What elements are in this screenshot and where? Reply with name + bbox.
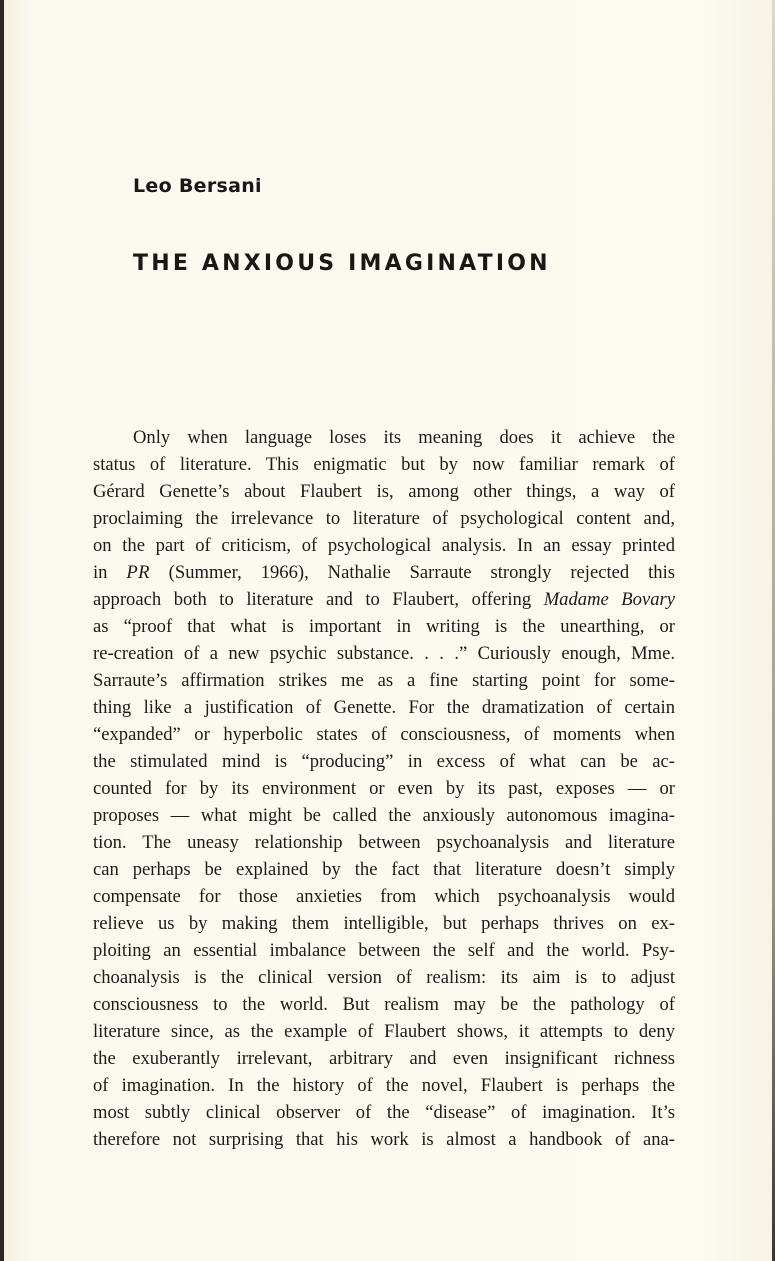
text-line: status of literature. This enigmatic but by now familiar remark of: [93, 454, 675, 475]
text-line: Only when language loses its meaning does it achieve the: [133, 427, 675, 448]
text-line: literature since, as the example of Flaubert shows, it attempts to deny: [93, 1021, 675, 1042]
text-line: “expanded” or hyperbolic states of consciousness, of moments when: [93, 724, 675, 745]
text-line: compensate for those anxieties from which psychoanalysis would: [93, 886, 675, 907]
italic-title: PR: [126, 562, 150, 583]
page-left-edge: [0, 0, 4, 1261]
text-line: as “proof that what is important in writing is the unearthing, or: [93, 616, 675, 637]
text-line: in PR (Summer, 1966), Nathalie Sarraute strongly rejected this: [93, 562, 675, 583]
text-line: relieve us by making them intelligible, but perhaps thrives on ex-: [93, 913, 675, 934]
text-line: proclaiming the irrelevance to literature of psychological content and,: [93, 508, 675, 529]
text-line: counted for by its environment or even by its past, exposes — or: [93, 778, 675, 799]
text-line: the stimulated mind is “producing” in excess of what can be ac-: [93, 751, 675, 772]
text-line: consciousness to the world. But realism may be the pathology of: [93, 994, 675, 1015]
text-line: Gérard Genette’s about Flaubert is, among other things, a way of: [93, 481, 675, 502]
text-line: of imagination. In the history of the novel, Flaubert is perhaps the: [93, 1075, 675, 1096]
body-paragraph: [93, 424, 675, 1153]
text-line: ploiting an essential imbalance between the self and the world. Psy-: [93, 940, 675, 961]
text-line: the exuberantly irrelevant, arbitrary and even insignificant richness: [93, 1048, 675, 1069]
text-line: tion. The uneasy relationship between psychoanalysis and literature: [93, 832, 675, 853]
text-line: most subtly clinical observer of the “disease” of imagination. It’s: [93, 1102, 675, 1123]
article-title: THE ANXIOUS IMAGINATION: [133, 251, 551, 276]
text-line: on the part of criticism, of psychological analysis. In an essay printed: [93, 535, 675, 556]
text-line: Sarraute’s affirmation strikes me as a fine starting point for some-: [93, 670, 675, 691]
italic-title: Madame Bovary: [543, 589, 675, 610]
text-line: re-creation of a new psychic substance. . . .” Curiously enough, Mme.: [93, 643, 675, 664]
text-line: approach both to literature and to Flaubert, offering Madame Bovary: [93, 589, 675, 610]
text-line: choanalysis is the clinical version of realism: its aim is to adjust: [93, 967, 675, 988]
text-line: can perhaps be explained by the fact that literature doesn’t simply: [93, 859, 675, 880]
author-name: Leo Bersani: [133, 175, 262, 197]
text-line: thing like a justification of Genette. For the dramatization of certain: [93, 697, 675, 718]
text-line: therefore not surprising that his work is almost a handbook of ana-: [93, 1129, 675, 1150]
text-line: proposes — what might be called the anxiously autonomous imagina-: [93, 805, 675, 826]
